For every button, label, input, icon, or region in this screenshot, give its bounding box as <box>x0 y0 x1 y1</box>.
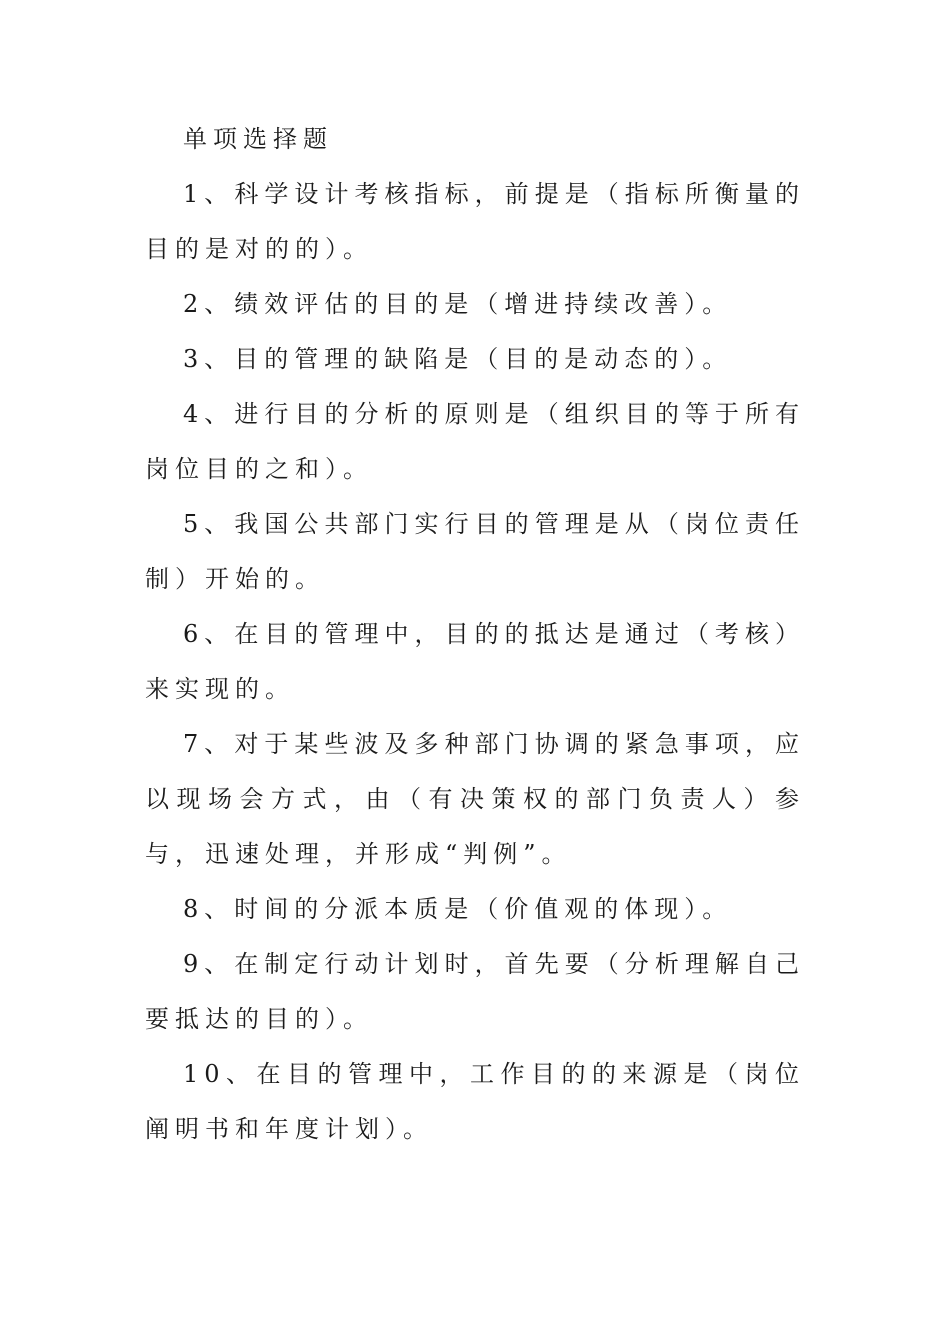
question-item-6: 6、在目的管理中，目的的抵达是通过（考核）来实现的。 <box>145 620 805 703</box>
question-item-1: 1、科学设计考核指标，前提是（指标所衡量的目的是对的的）。 <box>145 180 805 263</box>
section-heading: 单项选择题 <box>183 125 333 153</box>
question-item-4: 4、进行目的分析的原则是（组织目的等于所有岗位目的之和）。 <box>145 400 805 483</box>
question-item-3: 3、目的管理的缺陷是（目的是动态的）。 <box>183 345 733 373</box>
question-item-9: 9、在制定行动计划时，首先要（分析理解自己要抵达的目的）。 <box>145 950 805 1033</box>
document-body <box>145 112 805 1157</box>
question-item-5: 5、我国公共部门实行目的管理是从（岗位责任制）开始的。 <box>145 510 805 593</box>
question-item-10: 10、在目的管理中，工作目的的来源是（岗位阐明书和年度计划）。 <box>145 1060 805 1143</box>
question-item-7: 7、对于某些波及多种部门协调的紧急事项，应以现场会方式，由（有决策权的部门负责人）参与，迅速处理，并形成“判例”。 <box>145 730 805 868</box>
question-item-8: 8、时间的分派本质是（价值观的体现）。 <box>183 895 733 923</box>
question-item-2: 2、绩效评估的目的是（增进持续改善）。 <box>183 290 733 318</box>
